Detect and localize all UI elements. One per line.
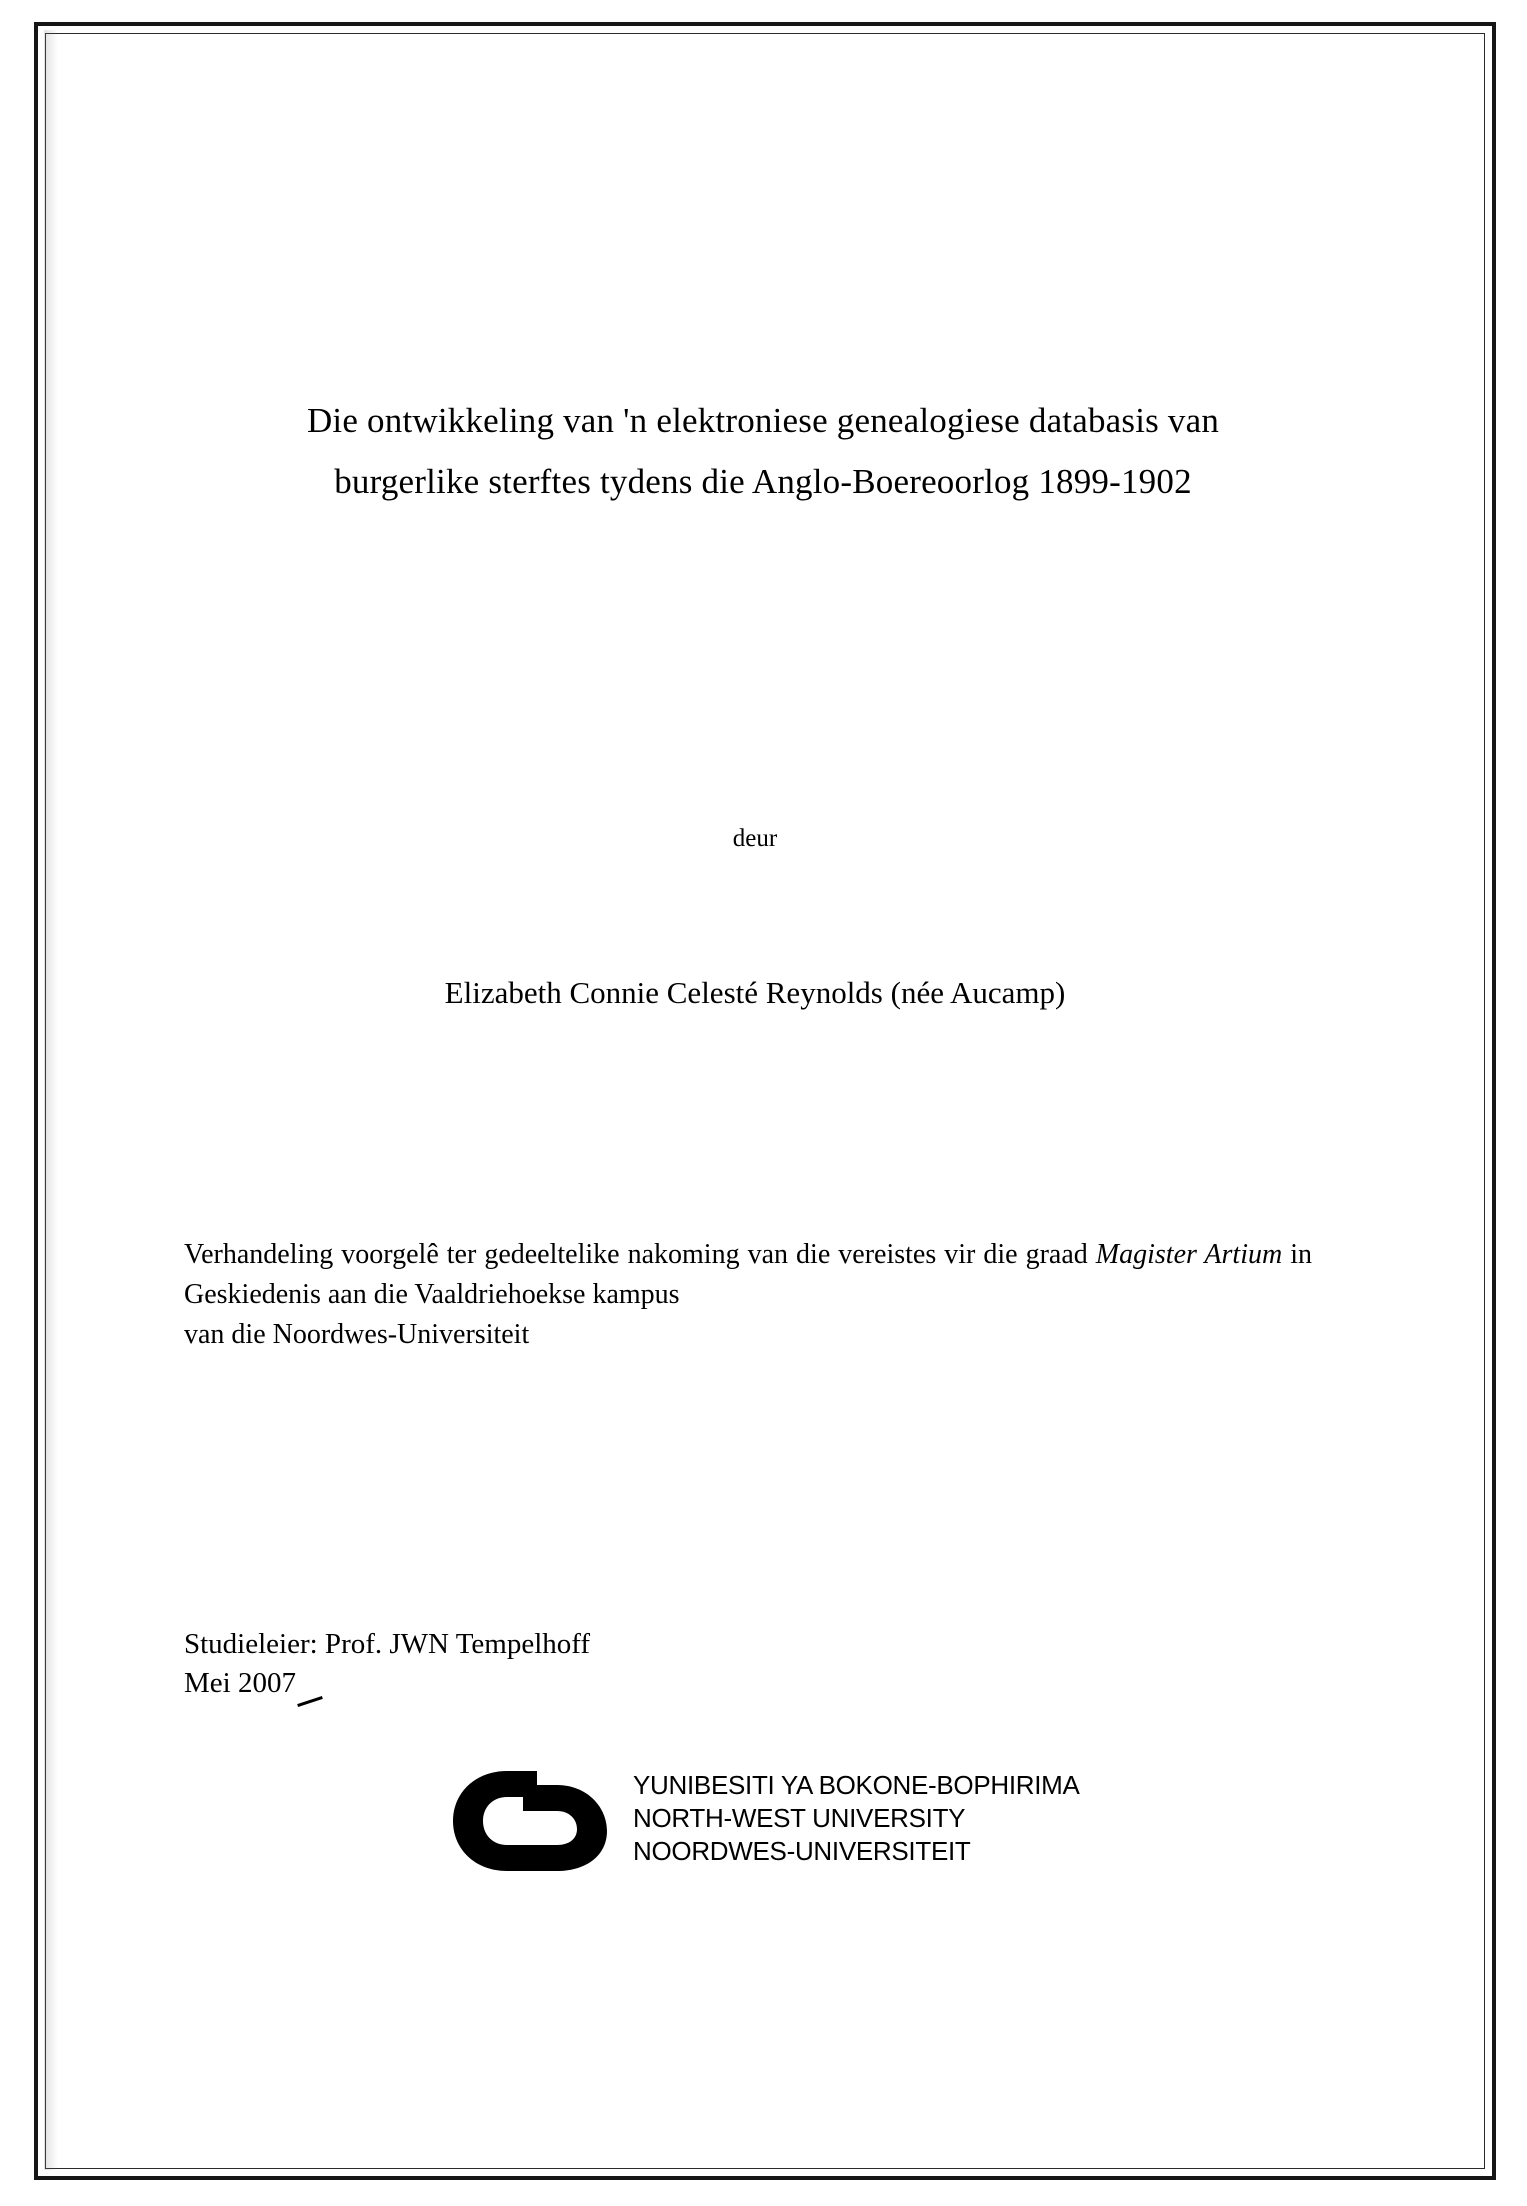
title-page-content (180, 60, 1340, 2100)
author-name: Elizabeth Connie Celesté Reynolds (née Aucamp) (444, 975, 1066, 1010)
title-line-1: Die ontwikkeling van 'n elektroniese genealogiese databasis van (306, 401, 1220, 440)
university-logo-text (633, 1769, 1080, 1868)
logo-line-2: NORTH-WEST UNIVERSITY (633, 1803, 966, 1834)
submission-date (184, 1664, 1084, 1703)
page-title (188, 390, 1338, 513)
degree-statement-part-2: in Geskiedenis aan die Vaaldriehoekse kampus (184, 1239, 1313, 1310)
supervisor-name: Studieleier: Prof. JWN Tempelhoff (184, 1628, 591, 1660)
degree-name: Magister Artium (1095, 1239, 1283, 1270)
university-logo-block (445, 1765, 1085, 1885)
degree-statement-part-1: Verhandeling voorgelê ter gedeeltelike nakoming van die vereistes vir die graad (184, 1239, 1096, 1270)
degree-statement-line-3: van die Noordwes-Universiteit (184, 1318, 530, 1350)
north-west-university-logo-icon (445, 1767, 623, 1875)
logo-line-1: YUNIBESITI YA BOKONE-BOPHIRIMA (633, 1770, 1080, 1800)
title-line-2: burgerlike sterftes tydens die Anglo-Boereoorlog 1899-1902 (334, 462, 1192, 502)
supervisor-block (184, 1625, 1084, 1703)
submission-date-text: Mei 2007 (184, 1667, 296, 1700)
by-word: deur (732, 825, 778, 852)
logo-line-3: NOORDWES-UNIVERSITEIT (633, 1836, 971, 1867)
degree-statement (184, 1235, 1312, 1354)
